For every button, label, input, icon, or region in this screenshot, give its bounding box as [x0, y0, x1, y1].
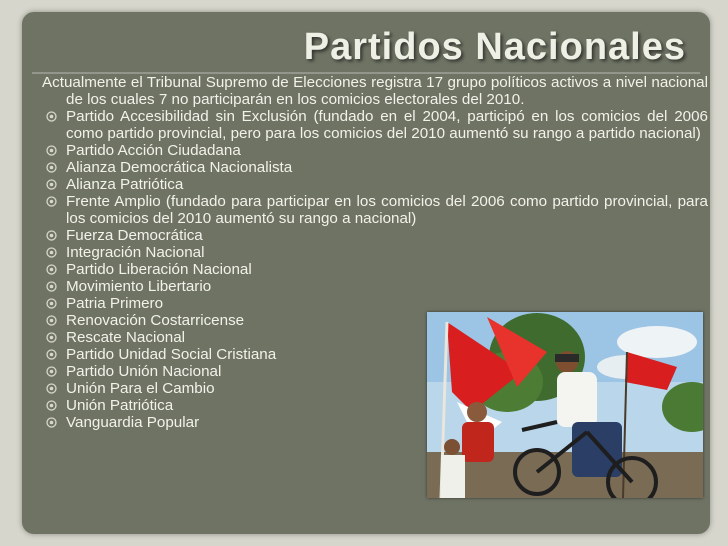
party-item	[42, 176, 708, 193]
target-bullet-icon	[46, 111, 57, 122]
party-name: Integración Nacional	[66, 244, 205, 261]
party-name: Partido Unión Nacional	[66, 363, 222, 380]
party-name: Patria Primero	[66, 295, 164, 312]
party-item	[42, 295, 426, 312]
target-bullet-icon	[46, 366, 57, 377]
party-name: Fuerza Democrática	[66, 227, 203, 244]
target-bullet-icon	[46, 400, 57, 411]
rally-photo	[427, 312, 703, 498]
target-bullet-icon	[46, 162, 57, 173]
party-item	[42, 363, 426, 380]
party-item	[42, 227, 708, 244]
party-item	[42, 244, 426, 261]
party-item	[42, 312, 426, 329]
party-name: Rescate Nacional	[66, 329, 186, 346]
target-bullet-icon	[46, 196, 57, 207]
party-name: Unión Patriótica	[66, 397, 174, 414]
content-panel	[22, 12, 710, 534]
target-bullet-icon	[46, 383, 57, 394]
party-item	[42, 193, 708, 227]
party-item	[42, 380, 426, 397]
party-name: Partido Liberación Nacional	[66, 261, 252, 278]
slide-title: Partidos Nacionales	[303, 26, 686, 68]
party-name: Partido Unidad Social Cristiana	[66, 346, 277, 363]
target-bullet-icon	[46, 145, 57, 156]
party-name: Partido Accesibilidad sin Exclusión (fundado en el 2004, participó en los comicios del 2006 como partido provincial, pero para los comicios del 2010 aumentó su rango a partido nacional)	[66, 108, 708, 142]
intro-paragraph: Actualmente el Tribunal Supremo de Elecciones registra 17 grupo políticos activos a nivel nacional de los cuales 7 no participarán en los comicios electorales del 2010.	[42, 74, 708, 108]
party-item	[42, 108, 708, 142]
party-name: Movimiento Libertario	[66, 278, 212, 295]
target-bullet-icon	[46, 281, 57, 292]
party-item	[42, 329, 426, 346]
party-item	[42, 346, 426, 363]
party-name: Partido Acción Ciudadana	[66, 142, 241, 159]
target-bullet-icon	[46, 417, 57, 428]
target-bullet-icon	[46, 230, 57, 241]
party-name: Frente Amplio (fundado para participar en los comicios del 2006 como partido provincial, para los comicios del 2010 aumentó su rango a nacional)	[66, 193, 708, 227]
target-bullet-icon	[46, 298, 57, 309]
party-name: Alianza Democrática Nacionalista	[66, 159, 293, 176]
target-bullet-icon	[46, 315, 57, 326]
target-bullet-icon	[46, 349, 57, 360]
party-item	[42, 261, 426, 278]
rally-photo-illustration	[427, 312, 703, 498]
party-name: Renovación Costarricense	[66, 312, 245, 329]
party-item	[42, 142, 708, 159]
party-item	[42, 397, 426, 414]
party-item	[42, 278, 426, 295]
party-item	[42, 414, 426, 431]
party-name: Unión Para el Cambio	[66, 380, 215, 397]
party-item	[42, 159, 708, 176]
target-bullet-icon	[46, 332, 57, 343]
target-bullet-icon	[46, 179, 57, 190]
party-name: Vanguardia Popular	[66, 414, 200, 431]
party-name: Alianza Patriótica	[66, 176, 184, 193]
target-bullet-icon	[46, 247, 57, 258]
target-bullet-icon	[46, 264, 57, 275]
